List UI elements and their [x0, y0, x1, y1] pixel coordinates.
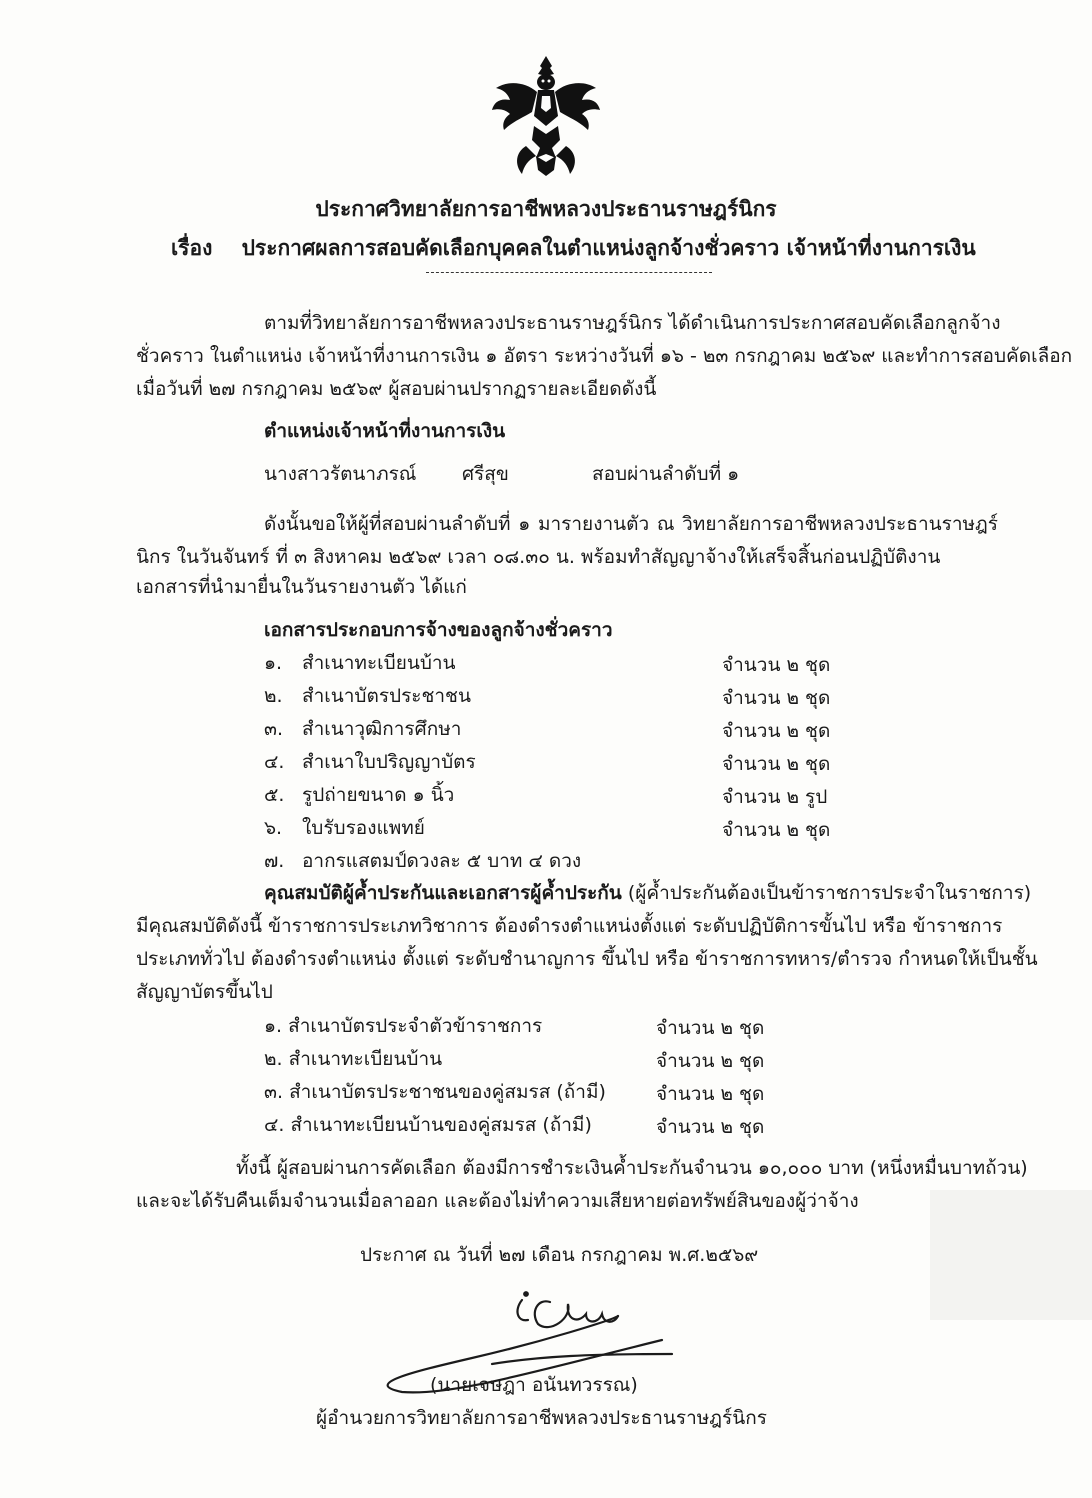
guarantor-heading: คุณสมบัติผู้ค้ำประกันและเอกสารผู้ค้ำประกัน — [264, 882, 622, 904]
guarantor-doc-qty: จำนวน ๒ ชุด — [656, 1017, 765, 1039]
final-line2: และจะได้รับคืนเต็มจำนวนเมื่อลาออก และต้องไม่ทำความเสียหายต่อทรัพย์สินของผู้ว่าจ้าง — [136, 1190, 859, 1212]
candidate-name: นางสาวรัตนาภรณ์ — [264, 463, 417, 485]
paper-smudge — [930, 1190, 1092, 1320]
para2: ดังนั้นขอให้ผู้ที่สอบผ่านลำดับที่ ๑ มารายงานตัว ณ วิทยาลัยการอาชีพหลวงประธานราษฎร์นิกร ในวันจันทร์ ที่ ๓ สิงหาคม ๒๕๖๙ เวลา ๐๘.๓๐ น. พร้อมทำสัญญาจ้างให้เสร็จสิ้นก่อนปฏิบัติงาน — [136, 513, 998, 568]
subject-text: ประกาศผลการสอบคัดเลือกบุคคลในตำแหน่งลูกจ้างชั่วคราว เจ้าหน้าที่งานการเงิน — [241, 236, 976, 260]
doc-item-num: ๕. — [264, 784, 285, 806]
doc-item-label: สำเนาใบปริญญาบัตร — [302, 751, 476, 773]
doc-item-num: ๓. — [264, 718, 284, 740]
doc-item-num: ๔. — [264, 751, 285, 773]
guarantor-doc-qty: จำนวน ๒ ชุด — [656, 1050, 765, 1072]
guarantor-doc-label: ๒. สำเนาทะเบียนบ้าน — [264, 1048, 443, 1070]
guarantor-doc-label: ๓. สำเนาบัตรประชาชนของคู่สมรส (ถ้ามี) — [264, 1081, 606, 1103]
announce-date: ประกาศ ณ วันที่ ๒๗ เดือน กรกฎาคม พ.ศ.๒๕๖๙ — [360, 1244, 759, 1266]
doc-item-label: สำเนาทะเบียนบ้าน — [302, 652, 456, 674]
doc-item-label: สำเนาวุฒิการศึกษา — [302, 718, 462, 740]
title-divider — [426, 272, 712, 273]
doc-item-qty: จำนวน ๒ ชุด — [722, 720, 831, 742]
guarantor-line3: ประเภททั่วไป ต้องดำรงตำแหน่ง ตั้งแต่ ระดับชำนาญการ ขึ้นไป หรือ ข้าราชการทหาร/ตำรวจ กำหนดให้เป็นชั้น — [136, 948, 1038, 970]
signer-name: (นายเจษฎา อนันทวรรณ) — [430, 1374, 638, 1396]
doc-item-label: รูปถ่ายขนาด ๑ นิ้ว — [302, 784, 455, 806]
guarantor-doc-label: ๑. สำเนาบัตรประจำตัวข้าราชการ — [264, 1015, 543, 1037]
garuda-emblem-icon — [486, 52, 606, 180]
doc-item-num: ๗. — [264, 850, 285, 872]
guarantor-doc-label: ๔. สำเนาทะเบียนบ้านของคู่สมรส (ถ้ามี) — [264, 1114, 592, 1136]
para1-line3: เมื่อวันที่ ๒๗ กรกฎาคม ๒๕๖๙ ผู้สอบผ่านปรากฏรายละเอียดดังนี้ — [136, 378, 657, 400]
guarantor-doc-qty: จำนวน ๒ ชุด — [656, 1083, 765, 1105]
para1-line1: ตามที่วิทยาลัยการอาชีพหลวงประธานราษฎร์นิกร ได้ดำเนินการประกาศสอบคัดเลือกลูกจ้าง — [264, 312, 1001, 334]
doc-item-qty: จำนวน ๒ ชุด — [722, 687, 831, 709]
doc-item-qty: จำนวน ๒ ชุด — [722, 654, 831, 676]
candidate-result: สอบผ่านลำดับที่ ๑ — [592, 463, 740, 485]
para1-line2: ชั่วคราว ในตำแหน่ง เจ้าหน้าที่งานการเงิน ๑ อัตรา ระหว่างวันที่ ๑๖ - ๒๓ กรกฎาคม ๒๕๖๙ และทำการสอบคัดเลือก — [136, 345, 1073, 367]
position-heading: ตำแหน่งเจ้าหน้าที่งานการเงิน — [264, 420, 506, 442]
doc-item-num: ๑. — [264, 652, 283, 674]
doc-item-num: ๒. — [264, 685, 283, 707]
guarantor-line2: มีคุณสมบัติดังนี้ ข้าราชการประเภทวิชาการ ต้องดำรงตำแหน่งตั้งแต่ ระดับปฏิบัติการขั้นไป หรือ ข้าราชการ — [136, 915, 1003, 937]
doc-item-qty: จำนวน ๒ รูป — [722, 786, 828, 808]
guarantor-line1 — [264, 880, 1031, 906]
doc-item-qty: จำนวน ๒ ชุด — [722, 753, 831, 775]
doc-item-label: อากรแสตมป์ดวงละ ๕ บาท ๔ ดวง — [302, 850, 582, 872]
doc-item-num: ๖. — [264, 817, 283, 839]
doc-item-label: สำเนาบัตรประชาชน — [302, 685, 471, 707]
announcement-subject — [171, 232, 976, 265]
doc-item-qty: จำนวน ๒ ชุด — [722, 819, 831, 841]
doc-item-label: ใบรับรองแพทย์ — [302, 817, 425, 839]
announcement-title: ประกาศวิทยาลัยการอาชีพหลวงประธานราษฎร์นิกร — [315, 197, 777, 221]
candidate-surname: ศรีสุข — [462, 463, 509, 485]
signer-title: ผู้อำนวยการวิทยาลัยการอาชีพหลวงประธานราษฎร์นิกร — [316, 1407, 767, 1429]
guarantor-line4: สัญญาบัตรขึ้นไป — [136, 981, 273, 1003]
docs-heading: เอกสารประกอบการจ้างของลูกจ้างชั่วคราว — [264, 619, 613, 641]
final-line1: ทั้งนี้ ผู้สอบผ่านการคัดเลือก ต้องมีการชำระเงินค้ำประกันจำนวน ๑๐,๐๐๐ บาท (หนึ่งหมื่นบาทถ้วน) — [236, 1157, 1028, 1179]
guarantor-doc-qty: จำนวน ๒ ชุด — [656, 1116, 765, 1138]
guarantor-note: (ผู้ค้ำประกันต้องเป็นข้าราชการประจำในราชการ) — [621, 882, 1032, 904]
subject-label: เรื่อง — [171, 236, 213, 260]
para2-line3: เอกสารที่นำมายื่นในวันรายงานตัว ได้แก่ — [136, 576, 467, 598]
